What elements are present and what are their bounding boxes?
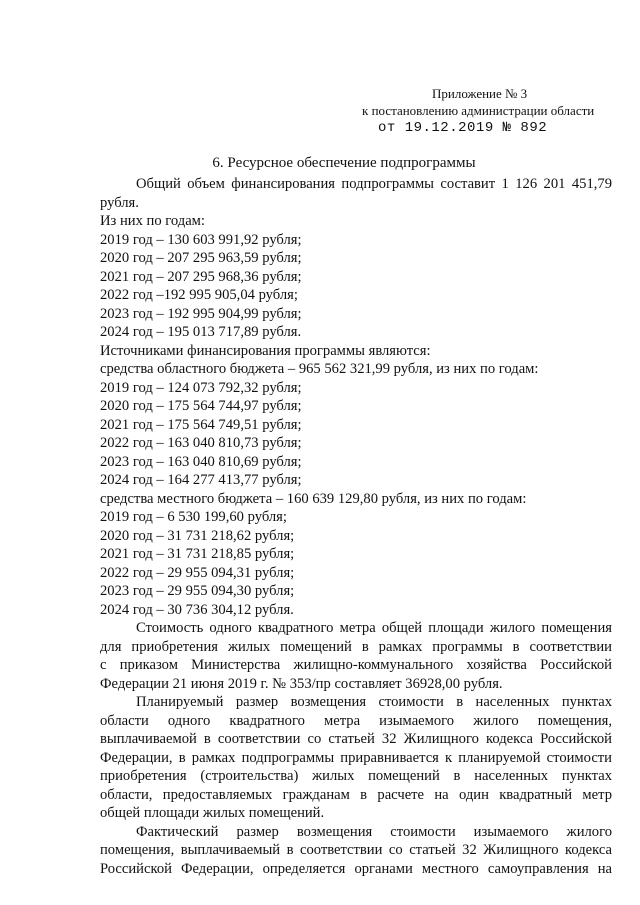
list-item: 2022 год – 163 040 810,73 рубля; xyxy=(100,435,302,451)
planned-compensation-paragraph xyxy=(100,693,612,823)
paragraph-line: области одного квадратного метра изымаемого жилого помещения, xyxy=(100,712,612,729)
list-item: 2019 год – 130 603 991,92 рубля; xyxy=(100,231,302,248)
appendix-label: Приложение № 3 xyxy=(432,86,528,101)
years-total-list xyxy=(100,231,612,342)
list-item: 2020 год – 175 564 744,97 рубля; xyxy=(100,398,302,414)
list-item: 2019 год – 6 530 199,60 рубля; xyxy=(100,509,287,525)
list-item: 2022 год – 29 955 094,31 рубля; xyxy=(100,564,295,581)
paragraph-line: области, предоставляемых гражданам в расчете на один квадратный метр xyxy=(100,786,612,803)
list-item: 2021 год – 175 564 749,51 рубля; xyxy=(100,416,302,433)
paragraph-line: общей площади жилых помещений. xyxy=(100,805,325,821)
paragraph-line: Фактический размер возмещения стоимости изымаемого жилого xyxy=(136,823,612,840)
list-item: 2024 год – 30 736 304,12 рубля. xyxy=(100,601,294,618)
paragraph-line: Стоимость одного квадратного метра общей площади жилого помещения xyxy=(136,620,612,636)
paragraph-line: помещения, выплачиваемый в соответствии со статьей 32 Жилищного кодекса xyxy=(100,842,612,858)
paragraph-line: Федерации, в рамках подпрограммы приравнивается к планируемой стоимости xyxy=(100,749,612,766)
paragraph-line: Планируемый размер возмещения стоимости в населенных пунктах xyxy=(136,694,612,710)
list-item: 2020 год – 207 295 963,59 рубля; xyxy=(100,250,302,266)
resolution-label: к постановлению администрации области xyxy=(362,103,595,118)
document-body xyxy=(100,175,612,878)
resolution-date-number: от 19.12.2019 № 892 xyxy=(378,120,548,136)
paragraph-line: для приобретения жилых помещений в рамках программы в соответствии xyxy=(100,638,612,655)
list-item: 2023 год – 192 995 904,99 рубля; xyxy=(100,305,302,322)
regional-years-list xyxy=(100,379,612,490)
paragraph-line: выплачиваемой в соответствии со статьей 32 Жилищного кодекса Российской xyxy=(100,731,612,747)
list-item: 2021 год – 207 295 968,36 рубля; xyxy=(100,268,302,285)
cost-per-meter-paragraph xyxy=(100,619,612,693)
paragraph-line: приобретения (строительства) жилых помещений в населенных пунктах xyxy=(100,768,612,784)
section-title: 6. Ресурсное обеспечение подпрограммы xyxy=(212,155,476,171)
paragraph-line: с приказом Министерства жилищно-коммунального хозяйства Российской xyxy=(100,657,612,673)
list-item: 2023 год – 163 040 810,69 рубля; xyxy=(100,453,302,470)
list-item: 2019 год – 124 073 792,32 рубля; xyxy=(100,379,302,396)
list-item: 2020 год – 31 731 218,62 рубля; xyxy=(100,527,295,544)
sources-label: Источниками финансирования программы являются: xyxy=(100,342,431,359)
by-years-label: Из них по годам: xyxy=(100,213,205,229)
list-item: 2024 год – 195 013 717,89 рубля. xyxy=(100,324,302,340)
paragraph-line: Федерации 21 июня 2019 г. № 353/пр составляет 36928,00 рубля. xyxy=(100,675,503,692)
list-item: 2021 год – 31 731 218,85 рубля; xyxy=(100,546,295,562)
paragraph-line: Российской Федерации, определяется органами местного самоуправления на xyxy=(100,860,612,877)
paragraph-line: Общий объем финансирования подпрограммы составит 1 126 201 451,79 xyxy=(136,176,612,192)
list-item: 2024 год – 164 277 413,77 рубля; xyxy=(100,472,302,488)
list-item: 2023 год – 29 955 094,30 рубля; xyxy=(100,583,295,599)
list-item: 2022 год –192 995 905,04 рубля; xyxy=(100,287,298,303)
paragraph-line: рубля. xyxy=(100,194,139,211)
actual-compensation-paragraph xyxy=(100,823,612,879)
total-financing-paragraph xyxy=(100,175,612,212)
local-years-list xyxy=(100,508,612,619)
local-budget-label: средства местного бюджета – 160 639 129,80 рубля, из них по годам: xyxy=(100,490,527,507)
regional-budget-label: средства областного бюджета – 965 562 321,99 рубля, из них по годам: xyxy=(100,361,539,377)
